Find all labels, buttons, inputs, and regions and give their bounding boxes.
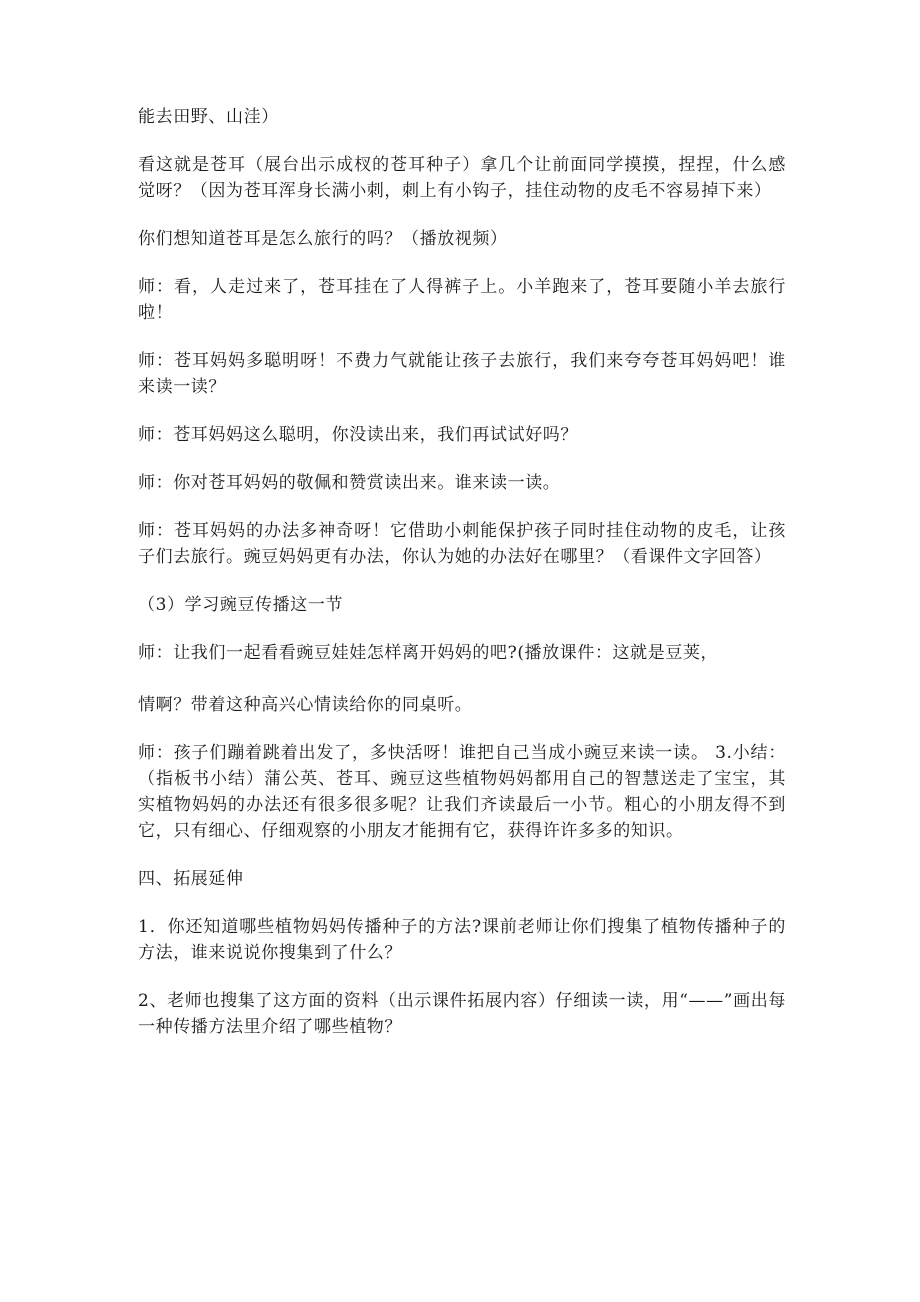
paragraph-happy-reading: 情啊？带着这种高兴心情读给你的同桌听。 bbox=[138, 695, 473, 715]
paragraph-teacher-try-again: 师：苍耳妈妈这么聪明，你没读出来，我们再试试好吗？ bbox=[138, 425, 578, 445]
section-heading-extension: 四、拓展延伸 bbox=[138, 869, 244, 889]
paragraph-teacher-admiration: 师：你对苍耳妈妈的敬佩和赞赏读出来。谁来读一读。 bbox=[138, 473, 561, 493]
paragraph-teacher-smart-mother: 师：苍耳妈妈多聪明呀！不费力气就能让孩子去旅行，我们来夸夸苍耳妈妈吧！谁来读一读？ bbox=[138, 351, 786, 397]
paragraph-cocklebur-travel-question: 你们想知道苍耳是怎么旅行的吗？（播放视频） bbox=[138, 229, 508, 249]
paragraph-summary: 师：孩子们蹦着跳着出发了，多快活呀！谁把自己当成小豌豆来读一读。 3.小结：（指板书小结）蒲公英、苍耳、豌豆这些植物妈妈都用自己的智慧送走了宝宝，其实植物妈妈的办法还有很多很多呢？让我们齐读最后一小节。粗心的小朋友得不到它，只有细心、仔细观察的小朋友才能拥有它，获得许许多多的知识。 bbox=[138, 743, 786, 841]
paragraph-cocklebur-seed: 看这就是苍耳（展台出示成杈的苍耳种子）拿几个让前面同学摸摸，捏捏，什么感觉呀？（因为苍耳浑身长满小刺，刺上有小钩子，挂住动物的皮毛不容易掉下来） bbox=[138, 155, 786, 201]
paragraph-intro-fields: 能去田野、山洼） bbox=[138, 107, 279, 127]
paragraph-teacher-pea-video: 师：让我们一起看看豌豆娃娃怎样离开妈妈的吧?(播放课件：这就是豆荚， bbox=[138, 643, 719, 663]
paragraph-extension-2: 2、老师也搜集了这方面的资料（出示课件拓展内容）仔细读一读，用“——”画出每一种传播方法里介绍了哪些植物？ bbox=[138, 991, 786, 1037]
document-page bbox=[138, 104, 786, 1062]
paragraph-extension-1: 1．你还知道哪些植物妈妈传播种子的方法?课前老师让你们搜集了植物传播种子的方法，谁来说说你搜集到了什么？ bbox=[138, 917, 786, 963]
paragraph-teacher-pea-method: 师：苍耳妈妈的办法多神奇呀！它借助小刺能保护孩子同时挂住动物的皮毛，让孩子们去旅行。豌豆妈妈更有办法，你认为她的办法好在哪里？（看课件文字回答） bbox=[138, 521, 786, 567]
section-heading-pea: （3）学习豌豆传播这一节 bbox=[138, 595, 344, 615]
paragraph-teacher-look: 师：看，人走过来了，苍耳挂在了人得裤子上。小羊跑来了，苍耳要随小羊去旅行啦！ bbox=[138, 277, 786, 323]
